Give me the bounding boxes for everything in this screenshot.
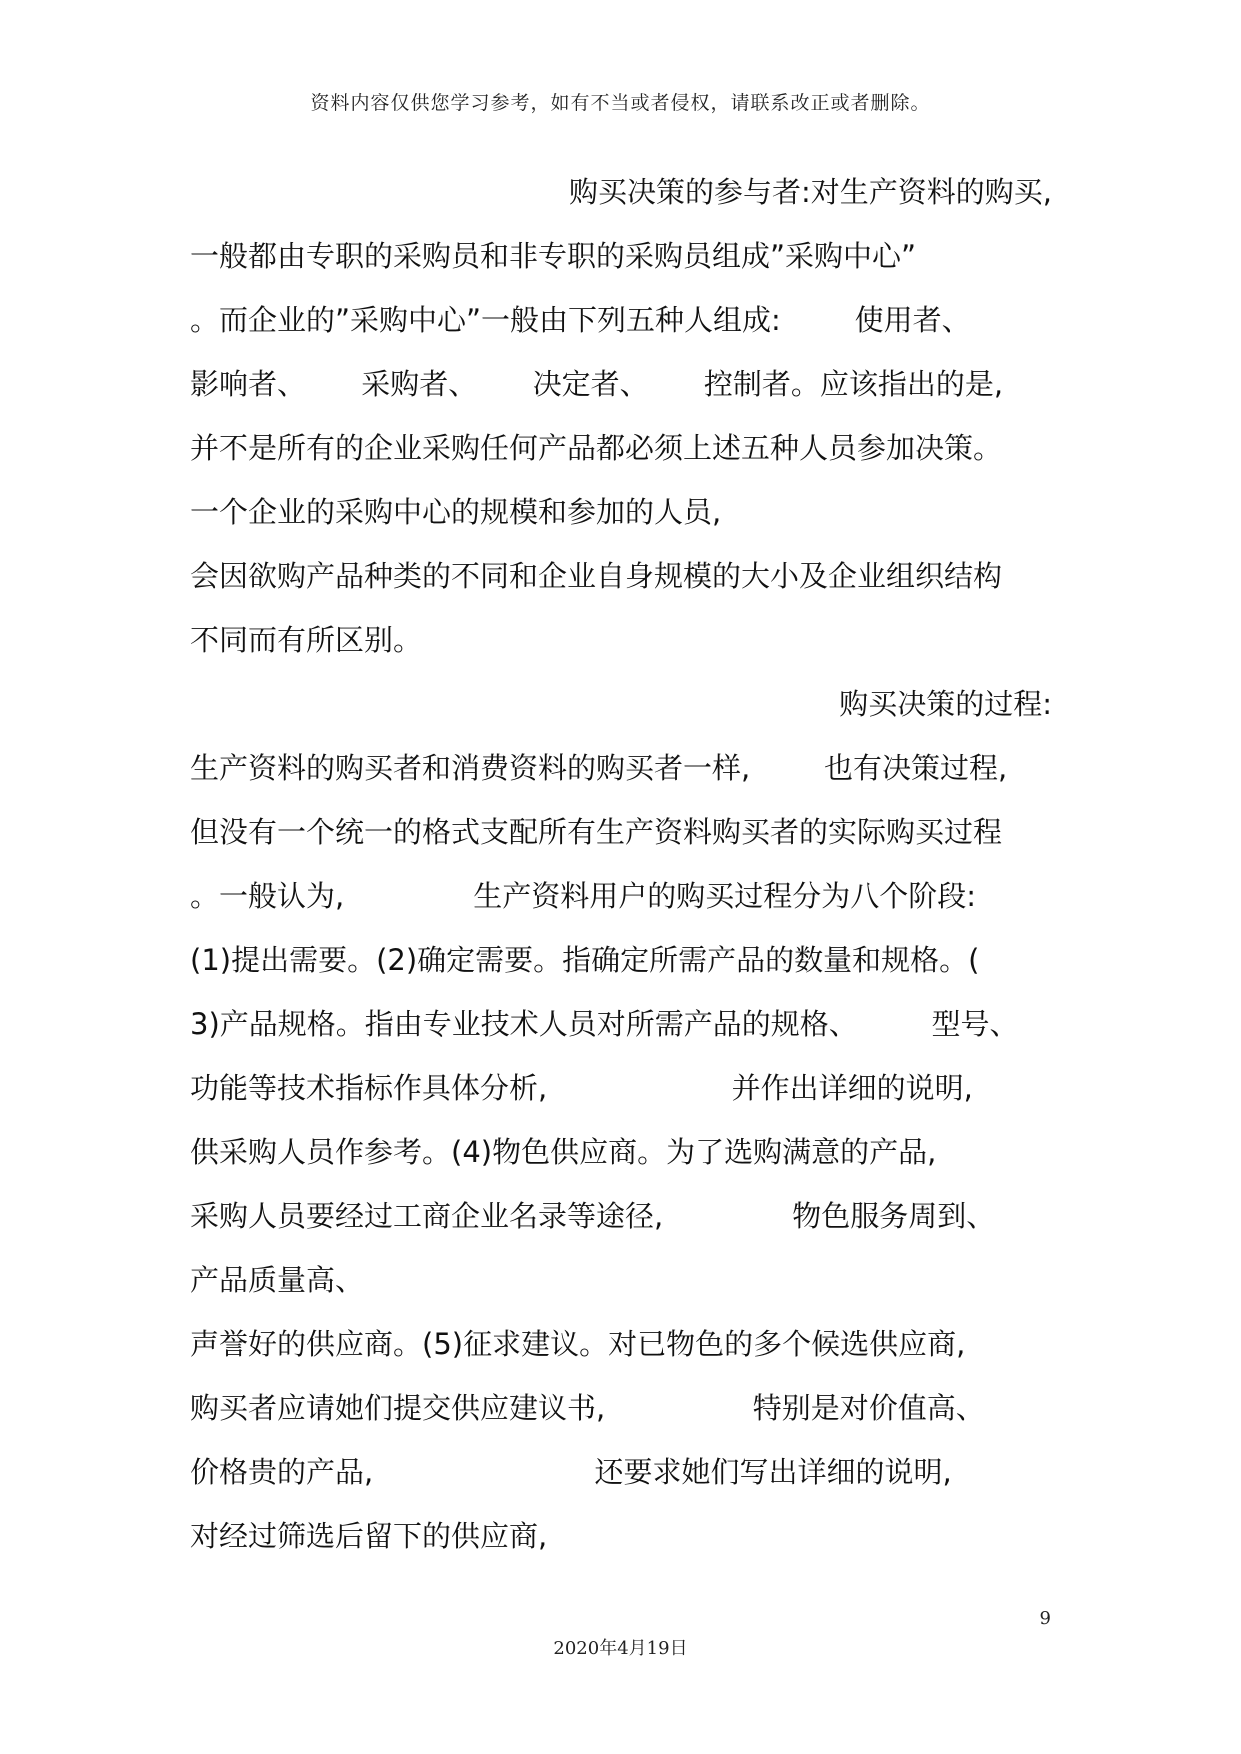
text-line: 采购人员要经过工商企业名录等途径, 物色服务周到、 [190,1199,996,1233]
text-line: 购买者应请她们提交供应建议书, 特别是对价值高、 [190,1391,985,1425]
text-line: 但没有一个统一的格式支配所有生产资料购买者的实际购买过程 [190,815,1003,849]
text-line: 价格贵的产品, 还要求她们写出详细的说明, [190,1455,952,1489]
text-line: 。而企业的”采购中心”一般由下列五种人组成: 使用者、 [190,303,971,337]
text-line: 生产资料的购买者和消费资料的购买者一样, 也有决策过程, [190,751,1008,785]
page-header-notice: 资料内容仅供您学习参考，如有不当或者侵权，请联系改正或者删除。 [310,92,931,114]
text-line: (1)提出需要。(2)确定需要。指确定所需产品的数量和规格。( [190,943,980,977]
text-line: 并不是所有的企业采购任何产品都必须上述五种人员参加决策。 [190,431,1003,465]
document-body [190,160,1052,1568]
text-line: 功能等技术指标作具体分析, 并作出详细的说明, [190,1071,973,1105]
text-line: 3)产品规格。指由专业技术人员对所需产品的规格、 型号、 [190,1007,1019,1041]
text-line: 购买决策的参与者:对生产资料的购买, [569,175,1052,209]
text-line: 一个企业的采购中心的规模和参加的人员, [190,495,722,529]
text-line: 供采购人员作参考。(4)物色供应商。为了选购满意的产品, [190,1135,937,1169]
text-line: 声誉好的供应商。(5)征求建议。对已物色的多个候选供应商, [190,1327,966,1361]
text-line: 影响者、 采购者、 决定者、 控制者。应该指出的是, [190,367,1004,401]
text-line: 。一般认为, 生产资料用户的购买过程分为八个阶段: [190,879,977,913]
text-line: 购买决策的过程: [839,687,1052,721]
text-line: 会因欲购产品种类的不同和企业自身规模的大小及企业组织结构 [190,559,1003,593]
text-line: 不同而有所区别。 [190,623,423,657]
page-number: 9 [1039,1608,1051,1629]
text-line: 对经过筛选后留下的供应商, [190,1519,548,1553]
footer-date: 2020年4月19日 [553,1638,688,1659]
text-line: 一般都由专职的采购员和非专职的采购员组成”采购中心” [190,239,917,273]
text-line: 产品质量高、 [190,1263,365,1297]
